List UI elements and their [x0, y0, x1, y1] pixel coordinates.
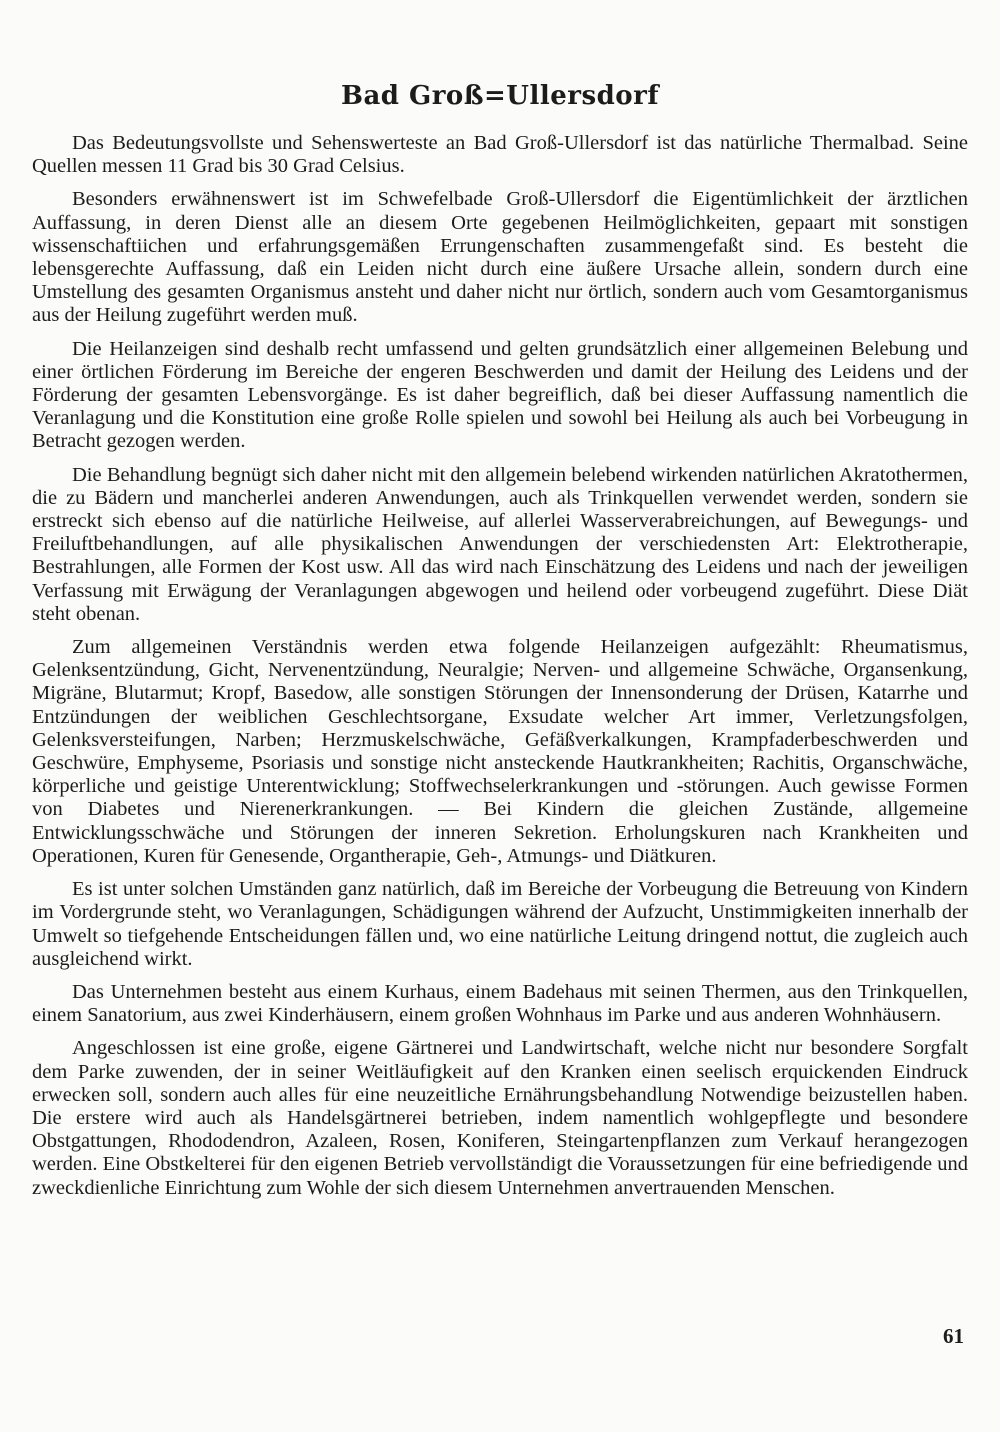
- paragraph-5: Zum allgemeinen Verständnis werden etwa folgende Heilanzeigen aufgezählt: Rheumatismus, Gelenksentzündung, Gicht, Nervenentzündung, Neuralgie; Nerven- und allgemeine Schwäche, Organsenkung, Migräne, Blutarmut; Kropf, Basedow, alle sonstigen Störungen der Innensonderung der Drüsen, Katarrhe und Entzündungen der weiblichen Geschlechtsorgane, Exsudate welcher Art immer, Verletzungsfolgen, Gelenksversteifungen, Narben; Herzmuskelschwäche, Gefäßverkalkungen, Krampfaderbeschwerden und Geschwüre, Emphyseme, Psoriasis und sonstige nicht ansteckende Hautkrankheiten; Rachitis, Organschwäche, körperliche und geistige Unterentwicklung; Stoffwechselerkrankungen und -störungen. Auch gewisse Formen von Diabetes und Nierenerkrankungen. — Bei Kindern die gleichen Zustände, allgemeine Entwicklungsschwäche und Störungen der inneren Sekretion. Erholungskuren nach Krankheiten und Operationen, Kuren für Genesende, Organtherapie, Geh-, Atmungs- und Diätkuren.: [32, 636, 968, 867]
- paragraph-4: Die Behandlung begnügt sich daher nicht mit den allgemein belebend wirkenden natürlichen Akratothermen, die zu Bädern und mancherlei anderen Anwendungen, auch als Trinkquellen verwendet werden, sondern sie erstreckt sich ebenso auf die natürliche Heilweise, auf allerlei Wasserverabreichungen, auf Bewegungs- und Freiluftbehandlungen, auf alle physikalischen Anwendungen der verschiedensten Art: Elektrotherapie, Bestrahlungen, alle Formen der Kost usw. All das wird nach Einschätzung des Leidens und nach der jeweiligen Verfassung mit Erwägung der Veranlagungen abgewogen und heilend oder vorbeugend zugeführt. Diese Diät steht obenan.: [32, 463, 968, 625]
- paragraph-3: Die Heilanzeigen sind deshalb recht umfassend und gelten grundsätzlich einer allgemeinen Belebung und einer örtlichen Förderung im Bereiche der engeren Beschwerden und damit der Heilung des Leidens und der Förderung der gesamten Lebensvorgänge. Es ist daher begreiflich, daß bei dieser Auffassung namentlich die Veranlagung und die Konstitution eine große Rolle spielen und sowohl bei Heilung als auch bei Vorbeugung in Betracht gezogen werden.: [32, 337, 968, 453]
- paragraph-7: Das Unternehmen besteht aus einem Kurhaus, einem Badehaus mit seinen Thermen, aus den Trinkquellen, einem Sanatorium, aus zwei Kinderhäusern, einem großen Wohnhaus im Parke und aus anderen Wohnhäusern.: [32, 980, 968, 1027]
- page-body: [32, 76, 968, 1210]
- paragraph-6: Es ist unter solchen Umständen ganz natürlich, daß im Bereiche der Vorbeugung die Betreuung von Kindern im Vordergrunde steht, wo Veranlagungen, Schädigungen während der Aufzucht, Unstimmigkeiten innerhalb der Umwelt so tiefgehende Entscheidungen fällen und, wo eine natürliche Leitung dringend nottut, die zugleich auch ausgleichend wirkt.: [32, 878, 968, 970]
- page-title: Bad Groß=Ullersdorf: [340, 81, 660, 111]
- paragraph-2: Besonders erwähnenswert ist im Schwefelbade Groß-Ullersdorf die Eigentümlichkeit der ärztlichen Auffassung, in deren Dienst alle an diesem Orte gegebenen Heilmöglichkeiten, gepaart mit sonstigen wissenschaftiichen und erfahrungsgemäßen Errungenschaften zusammengefaßt sind. Es besteht die lebensgerechte Auffassung, daß ein Leiden nicht durch eine äußere Ursache allein, sondern durch eine Umstellung des gesamten Organismus ansteht und daher nicht nur örtlich, sondern auch vom Gesamtorganismus aus der Heilung zugeführt werden muß.: [32, 188, 968, 327]
- paragraph-1: Das Bedeutungsvollste und Sehenswerteste an Bad Groß-Ullersdorf ist das natürliche Thermalbad. Seine Quellen messen 11 Grad bis 30 Grad Celsius.: [32, 132, 968, 178]
- paragraph-8: Angeschlossen ist eine große, eigene Gärtnerei und Landwirtschaft, welche nicht nur besondere Sorgfalt dem Parke zuwenden, der in seiner Weitläufigkeit auf den Kranken einen seelisch erquickenden Eindruck erwecken soll, sondern auch alles für eine neuzeitliche Ernährungsbehandlung Notwendige beizustellen haben. Die erstere wird auch als Handelsgärtnerei betrieben, indem namentlich wohlgepflegte und besondere Obstgattungen, Rhododendron, Azaleen, Rosen, Koniferen, Steingartenpflanzen zum Verkauf herangezogen werden. Eine Obstkelterei für den eigenen Betrieb vervollständigt die Voraussetzungen für eine befriedigende und zweckdienliche Einrichtung zum Wohle der sich diesem Unternehmen anvertrauenden Menschen.: [32, 1037, 968, 1199]
- page-number: 61: [943, 1324, 964, 1348]
